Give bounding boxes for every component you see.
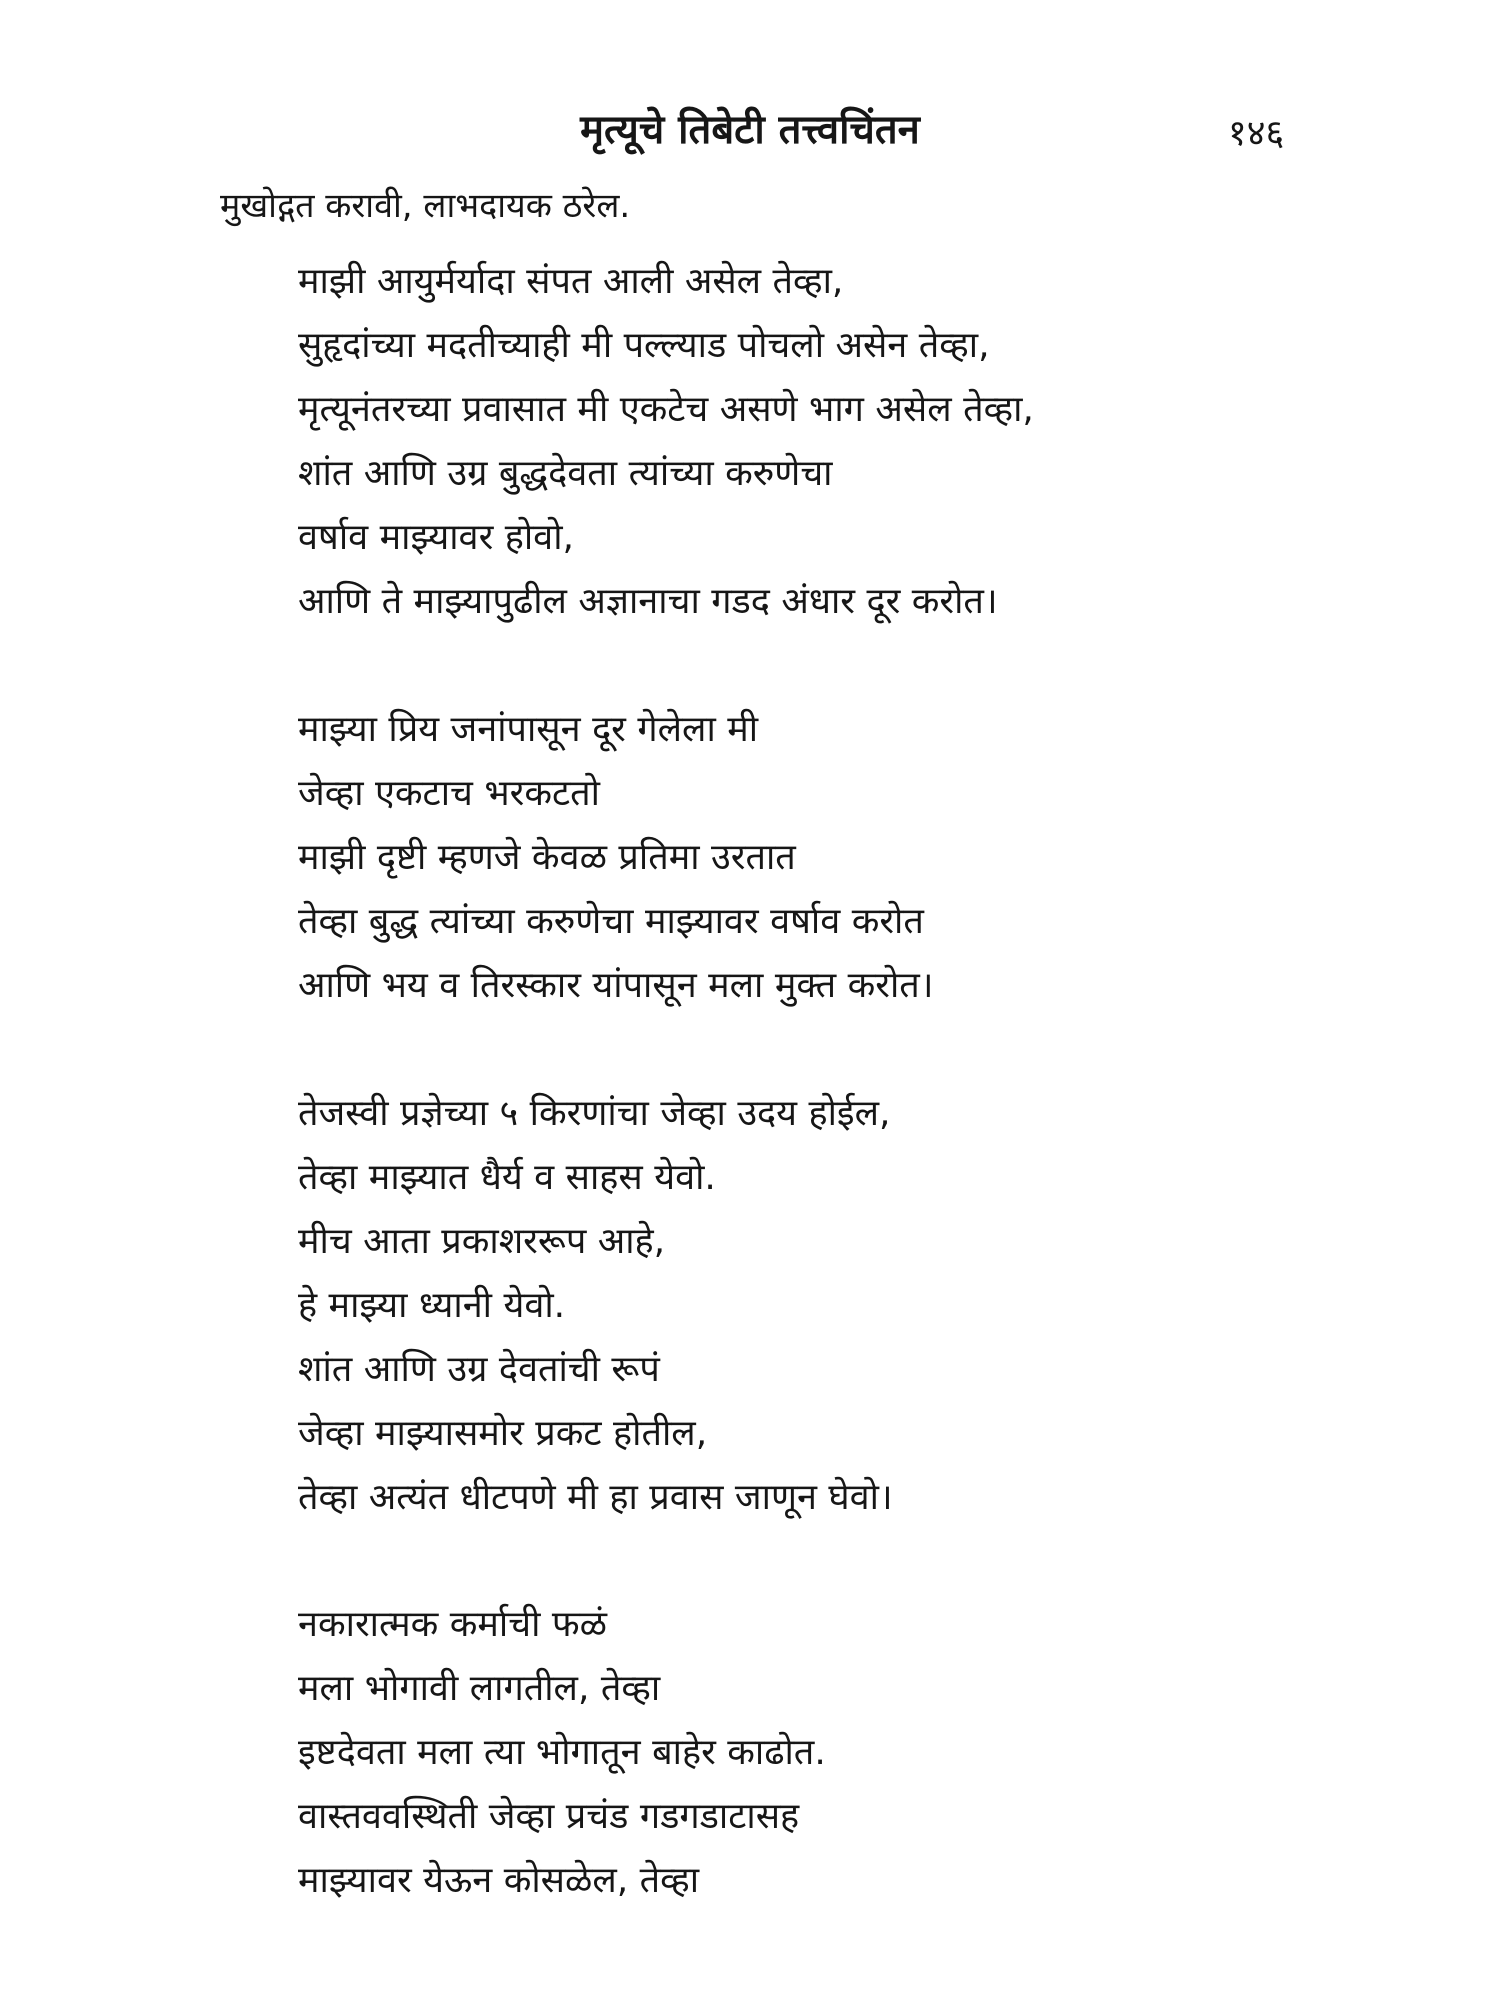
verse-line: तेव्हा माझ्यात धैर्य व साहस येवो. xyxy=(298,1157,716,1198)
verse-line: माझी आयुर्मर्यादा संपत आली असेल तेव्हा, xyxy=(298,261,844,302)
verse-line: मला भोगावी लागतील, तेव्हा xyxy=(298,1668,661,1709)
verse-line: शांत आणि उग्र बुद्धदेवता त्यांच्या करुणेचा xyxy=(298,453,833,494)
stanza-3 xyxy=(298,1082,893,1530)
verse-line: तेव्हा बुद्ध त्यांच्या करुणेचा माझ्यावर वर्षाव करोत xyxy=(298,901,924,942)
page-number: १४६ xyxy=(1228,113,1285,154)
verse-line: आणि भय व तिरस्कार यांपासून मला मुक्त करोत। xyxy=(298,965,934,1006)
verse-line: वर्षाव माझ्यावर होवो, xyxy=(298,517,574,558)
verse-line: नकारात्मक कर्माची फळं xyxy=(298,1604,607,1645)
verse-line: आणि ते माझ्यापुढील अज्ञानाचा गडद अंधार दूर करोत। xyxy=(298,581,998,622)
verse-line: शांत आणि उग्र देवतांची रूपं xyxy=(298,1349,660,1390)
verse-line: तेव्हा अत्यंत धीटपणे मी हा प्रवास जाणून घेवो। xyxy=(298,1477,893,1518)
verse-line: हे माझ्या ध्यानी येवो. xyxy=(298,1285,566,1326)
verse-line: इष्टदेवता मला त्या भोगातून बाहेर काढोत. xyxy=(298,1732,826,1773)
verse-line: माझी दृष्टी म्हणजे केवळ प्रतिमा उरतात xyxy=(298,837,796,878)
running-title: मृत्यूचे तिबेटी तत्त्वचिंतन xyxy=(580,107,920,153)
verse-line: जेव्हा एकटाच भरकटतो xyxy=(298,773,600,814)
stanza-4 xyxy=(298,1593,826,1913)
lead-line: मुखोद्गत करावी, लाभदायक ठरेल. xyxy=(220,186,631,226)
stanza-2 xyxy=(298,698,933,1018)
verse-line: माझ्यावर येऊन कोसळेल, तेव्हा xyxy=(298,1860,700,1901)
verse-line: वास्तववस्थिती जेव्हा प्रचंड गडगडाटासह xyxy=(298,1796,800,1837)
verse-line: माझ्या प्रिय जनांपासून दूर गेलेला मी xyxy=(298,709,759,750)
verse-line: मीच आता प्रकाशररूप आहे, xyxy=(298,1221,666,1262)
verse-line: मृत्यूनंतरच्या प्रवासात मी एकटेच असणे भाग असेल तेव्हा, xyxy=(298,389,1034,430)
verse-line: सुहृदांच्या मदतीच्याही मी पल्ल्याड पोचलो असेन तेव्हा, xyxy=(298,325,990,366)
verse-line: तेजस्वी प्रज्ञेच्या ५ किरणांचा जेव्हा उदय होईल, xyxy=(298,1093,891,1134)
stanza-1 xyxy=(298,250,1034,634)
verse-line: जेव्हा माझ्यासमोर प्रकट होतील, xyxy=(298,1413,708,1454)
